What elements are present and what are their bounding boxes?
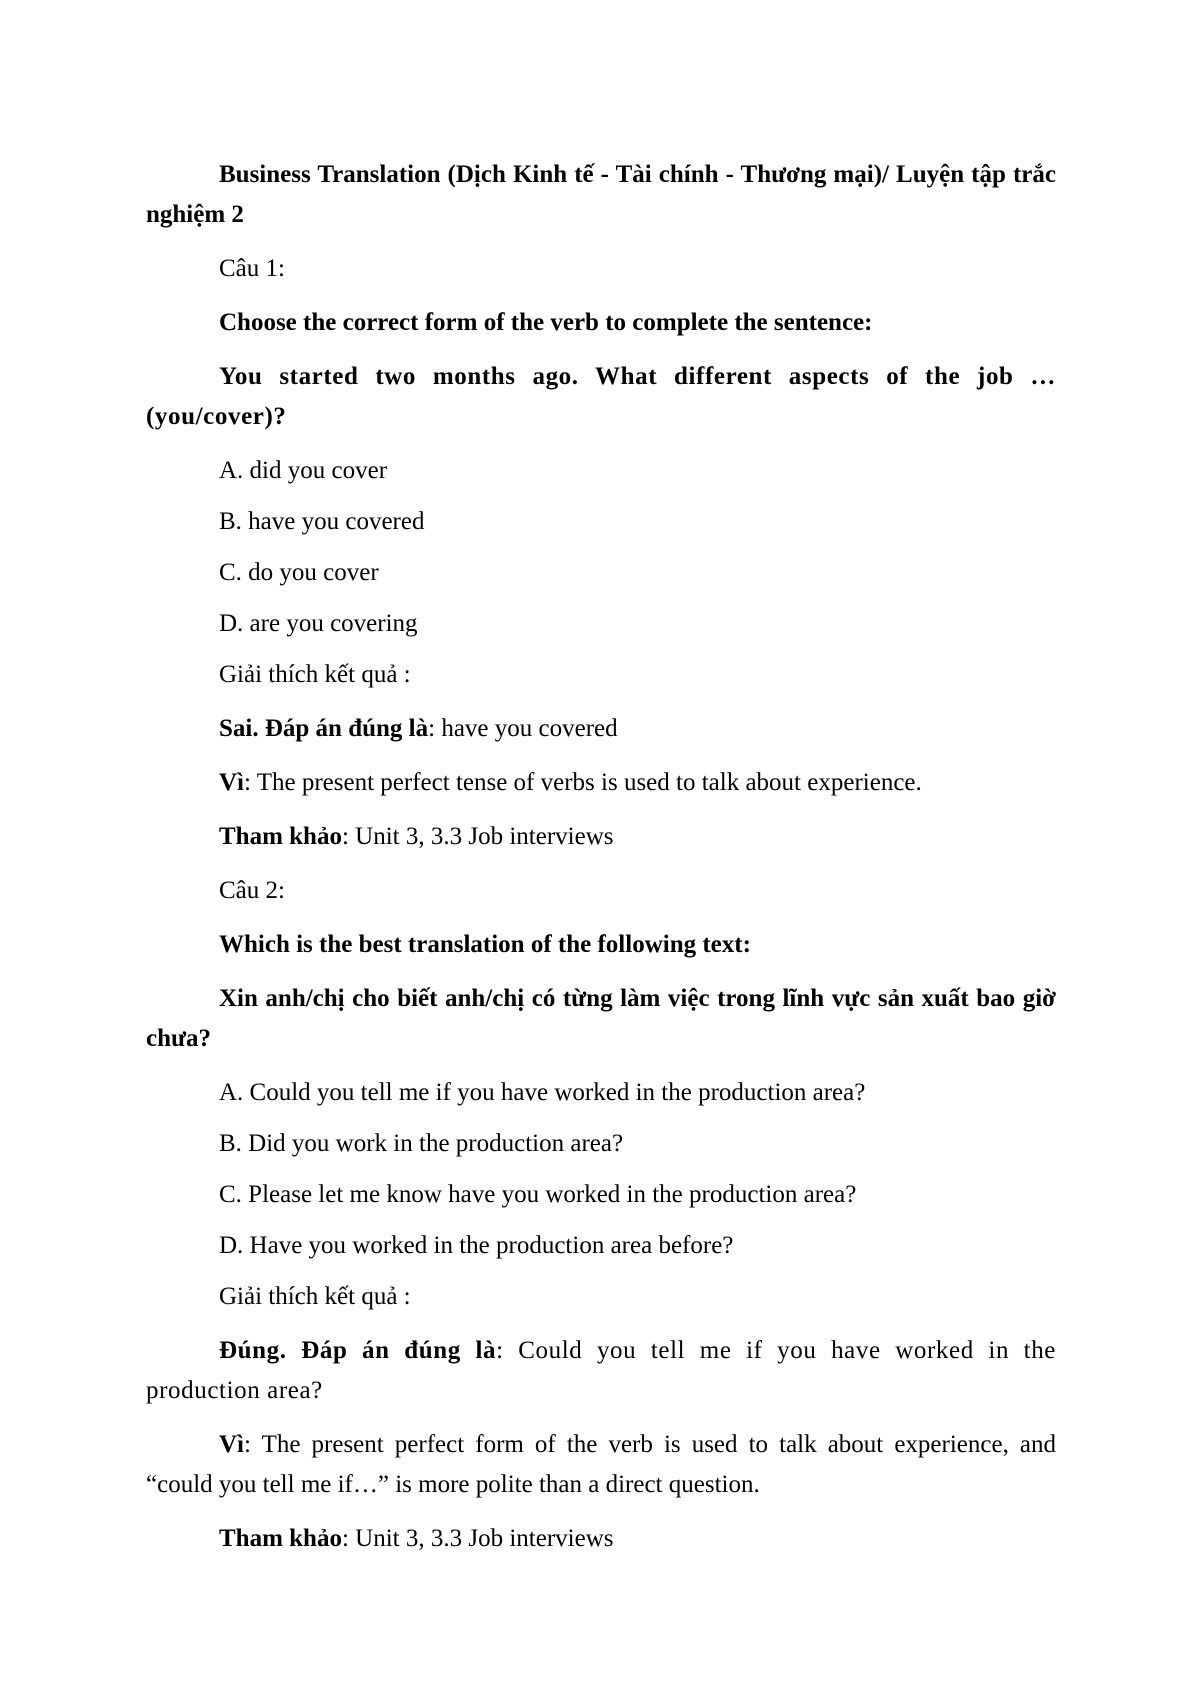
question-2-prompt: Xin anh/chị cho biết anh/chị có từng làm việc trong lĩnh vực sản xuất bao giờ chưa? [146,985,1056,1052]
question-1-option-c: C. do you cover [219,559,379,586]
question-2-option-b: B. Did you work in the production area? [219,1130,624,1157]
question-1-reason [146,763,1056,803]
question-2-reference-label: Tham khảo [219,1525,342,1552]
question-1-reference [146,817,1056,857]
question-2-result [146,1331,1056,1411]
question-1-number: Câu 1: [219,255,285,282]
question-1-explanation-label: Giải thích kết quả : [219,661,411,688]
question-2-option-d: D. Have you worked in the production area before? [219,1232,734,1259]
question-1-reason-label: Vì [219,769,244,796]
document-title: Business Translation (Dịch Kinh tế - Tài chính - Thương mại)/ Luyện tập trắc nghiệm 2 [146,161,1056,228]
question-2-instruction: Which is the best translation of the following text: [219,931,751,958]
question-1-reference-label: Tham khảo [219,823,342,850]
question-2-reason [146,1425,1056,1505]
document-content [146,155,1056,1573]
question-1-result-label: Sai. Đáp án đúng là [219,715,429,742]
question-2-option-a: A. Could you tell me if you have worked in the production area? [219,1079,866,1106]
question-2-reason-label: Vì [219,1431,244,1458]
question-1-option-b: B. have you covered [219,508,425,535]
question-1-reason-text: : The present perfect tense of verbs is used to talk about experience. [244,769,922,796]
question-2-reference [146,1519,1056,1559]
question-1-prompt: You started two months ago. What different aspects of the job … (you/cover)? [146,363,1056,430]
question-1-result-answer: : have you covered [428,715,618,742]
question-2-reason-text: : The present perfect form of the verb is used to talk about experience, and “could you tell me if…” is more polite than a direct question. [146,1431,1056,1498]
question-1-instruction: Choose the correct form of the verb to complete the sentence: [219,309,873,336]
question-1-option-d: D. are you covering [219,610,418,637]
question-2-explanation-label: Giải thích kết quả : [219,1283,411,1310]
question-1-result [146,709,1056,749]
question-2-number: Câu 2: [219,877,285,904]
question-2-option-c: C. Please let me know have you worked in the production area? [219,1181,857,1208]
question-2-result-answer: : Could you tell me if you have worked in the production area? [146,1337,1056,1404]
question-1-option-a: A. did you cover [219,457,388,484]
question-1-reference-text: : Unit 3, 3.3 Job interviews [341,823,614,850]
question-2-result-label: Đúng. Đáp án đúng là [219,1337,497,1364]
question-2-reference-text: : Unit 3, 3.3 Job interviews [341,1525,614,1552]
